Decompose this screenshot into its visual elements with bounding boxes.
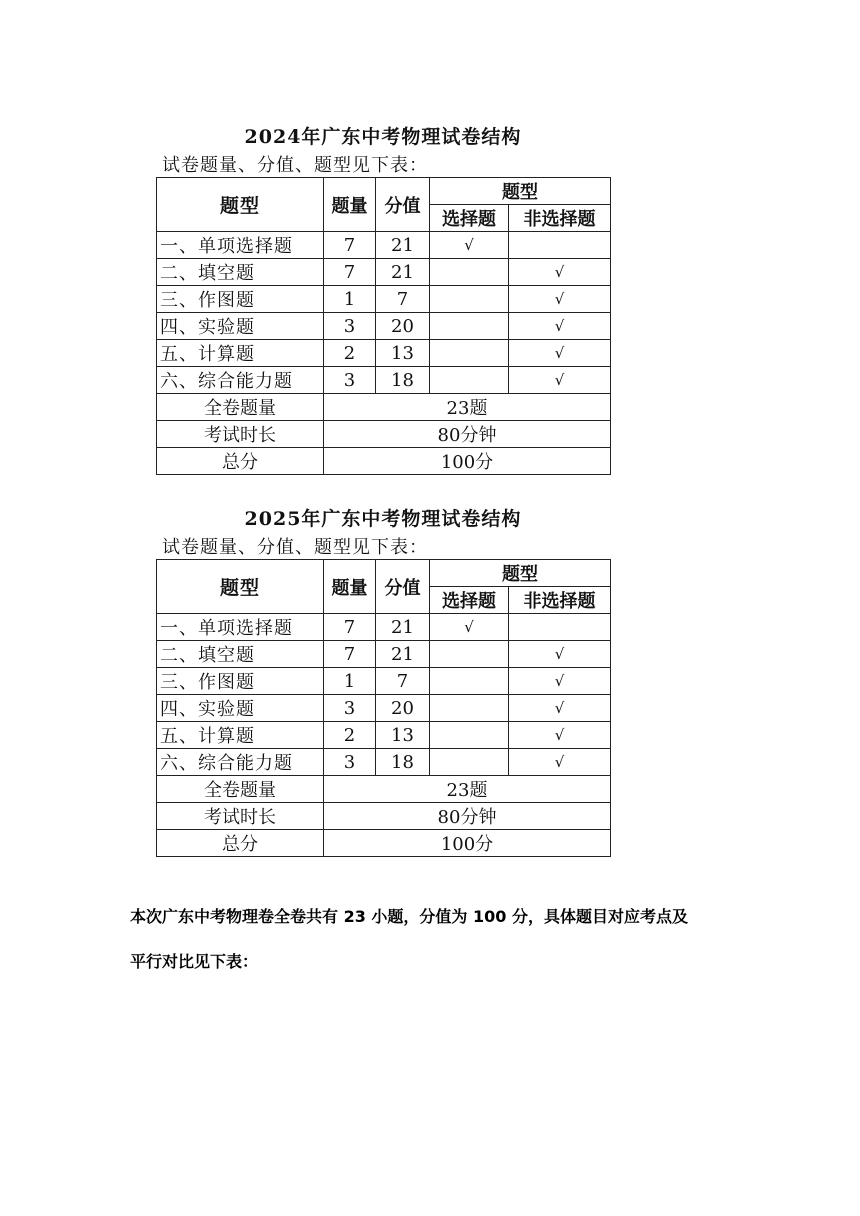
row-choice-mark (430, 641, 509, 668)
exam-structure-table (156, 177, 611, 475)
row-count: 7 (324, 641, 376, 668)
table-row (157, 614, 611, 641)
table-title: 2024年广东中考物理试卷结构 (244, 126, 522, 148)
summary-row (157, 803, 611, 830)
table-row (157, 313, 611, 340)
header-count: 题量 (324, 560, 376, 614)
note-paragraph-line-1: 本次广东中考物理卷全卷共有 23 小题，分值为 100 分，具体题目对应考点及 (130, 907, 688, 926)
row-score: 18 (376, 367, 430, 394)
row-name: 三、作图题 (157, 286, 324, 313)
row-nonchoice-mark: √ (509, 286, 611, 313)
header-group: 题型 (430, 560, 611, 587)
row-choice-mark (430, 749, 509, 776)
row-name: 三、作图题 (157, 668, 324, 695)
summary-label: 全卷题量 (157, 394, 324, 421)
table-row (157, 695, 611, 722)
header-nonchoice: 非选择题 (509, 587, 611, 614)
summary-row (157, 394, 611, 421)
row-choice-mark: √ (430, 232, 509, 259)
row-nonchoice-mark: √ (509, 641, 611, 668)
row-score: 20 (376, 313, 430, 340)
summary-label: 考试时长 (157, 803, 324, 830)
row-nonchoice-mark: √ (509, 722, 611, 749)
row-score: 21 (376, 259, 430, 286)
row-name: 六、综合能力题 (157, 367, 324, 394)
table-row (157, 232, 611, 259)
header-type: 题型 (157, 178, 324, 232)
row-score: 7 (376, 286, 430, 313)
summary-label: 总分 (157, 448, 324, 475)
summary-label: 总分 (157, 830, 324, 857)
table-row (157, 749, 611, 776)
summary-value: 23题 (324, 776, 611, 803)
row-choice-mark (430, 695, 509, 722)
table-subtitle: 试卷题量、分值、题型见下表： (162, 155, 428, 176)
row-name: 一、单项选择题 (157, 232, 324, 259)
row-nonchoice-mark: √ (509, 259, 611, 286)
row-count: 7 (324, 614, 376, 641)
header-type: 题型 (157, 560, 324, 614)
header-choice: 选择题 (430, 205, 509, 232)
row-choice-mark (430, 313, 509, 340)
row-nonchoice-mark (509, 232, 611, 259)
row-score: 18 (376, 749, 430, 776)
header-score: 分值 (376, 178, 430, 232)
table-row (157, 668, 611, 695)
header-group: 题型 (430, 178, 611, 205)
summary-value: 80分钟 (324, 803, 611, 830)
summary-row (157, 448, 611, 475)
table-subtitle: 试卷题量、分值、题型见下表： (162, 537, 428, 558)
row-count: 2 (324, 340, 376, 367)
row-choice-mark (430, 340, 509, 367)
row-score: 13 (376, 340, 430, 367)
row-score: 21 (376, 641, 430, 668)
row-count: 3 (324, 367, 376, 394)
summary-row (157, 421, 611, 448)
header-nonchoice: 非选择题 (509, 205, 611, 232)
table-row (157, 286, 611, 313)
header-count: 题量 (324, 178, 376, 232)
summary-row (157, 776, 611, 803)
row-name: 六、综合能力题 (157, 749, 324, 776)
row-score: 7 (376, 668, 430, 695)
row-nonchoice-mark: √ (509, 340, 611, 367)
row-choice-mark (430, 367, 509, 394)
row-choice-mark (430, 668, 509, 695)
row-nonchoice-mark: √ (509, 749, 611, 776)
row-name: 五、计算题 (157, 340, 324, 367)
row-name: 四、实验题 (157, 695, 324, 722)
row-choice-mark: √ (430, 614, 509, 641)
row-count: 2 (324, 722, 376, 749)
row-count: 1 (324, 668, 376, 695)
row-count: 3 (324, 695, 376, 722)
note-paragraph-line-2: 平行对比见下表： (130, 952, 259, 971)
summary-value: 23题 (324, 394, 611, 421)
row-nonchoice-mark (509, 614, 611, 641)
table-row (157, 367, 611, 394)
row-score: 21 (376, 232, 430, 259)
summary-value: 100分 (324, 448, 611, 475)
row-count: 3 (324, 749, 376, 776)
row-name: 五、计算题 (157, 722, 324, 749)
row-name: 一、单项选择题 (157, 614, 324, 641)
table-title: 2025年广东中考物理试卷结构 (244, 508, 522, 530)
row-count: 1 (324, 286, 376, 313)
row-name: 二、填空题 (157, 259, 324, 286)
row-nonchoice-mark: √ (509, 668, 611, 695)
header-choice: 选择题 (430, 587, 509, 614)
header-score: 分值 (376, 560, 430, 614)
summary-value: 80分钟 (324, 421, 611, 448)
row-choice-mark (430, 259, 509, 286)
row-score: 21 (376, 614, 430, 641)
row-score: 20 (376, 695, 430, 722)
row-choice-mark (430, 722, 509, 749)
row-choice-mark (430, 286, 509, 313)
table-row (157, 259, 611, 286)
summary-label: 全卷题量 (157, 776, 324, 803)
header-row (157, 178, 611, 205)
row-nonchoice-mark: √ (509, 367, 611, 394)
row-name: 二、填空题 (157, 641, 324, 668)
summary-row (157, 830, 611, 857)
table-row (157, 340, 611, 367)
header-row (157, 560, 611, 587)
summary-label: 考试时长 (157, 421, 324, 448)
row-count: 3 (324, 313, 376, 340)
row-nonchoice-mark: √ (509, 313, 611, 340)
row-score: 13 (376, 722, 430, 749)
row-name: 四、实验题 (157, 313, 324, 340)
row-count: 7 (324, 259, 376, 286)
row-nonchoice-mark: √ (509, 695, 611, 722)
table-row (157, 641, 611, 668)
summary-value: 100分 (324, 830, 611, 857)
table-row (157, 722, 611, 749)
exam-structure-table (156, 559, 611, 857)
row-count: 7 (324, 232, 376, 259)
